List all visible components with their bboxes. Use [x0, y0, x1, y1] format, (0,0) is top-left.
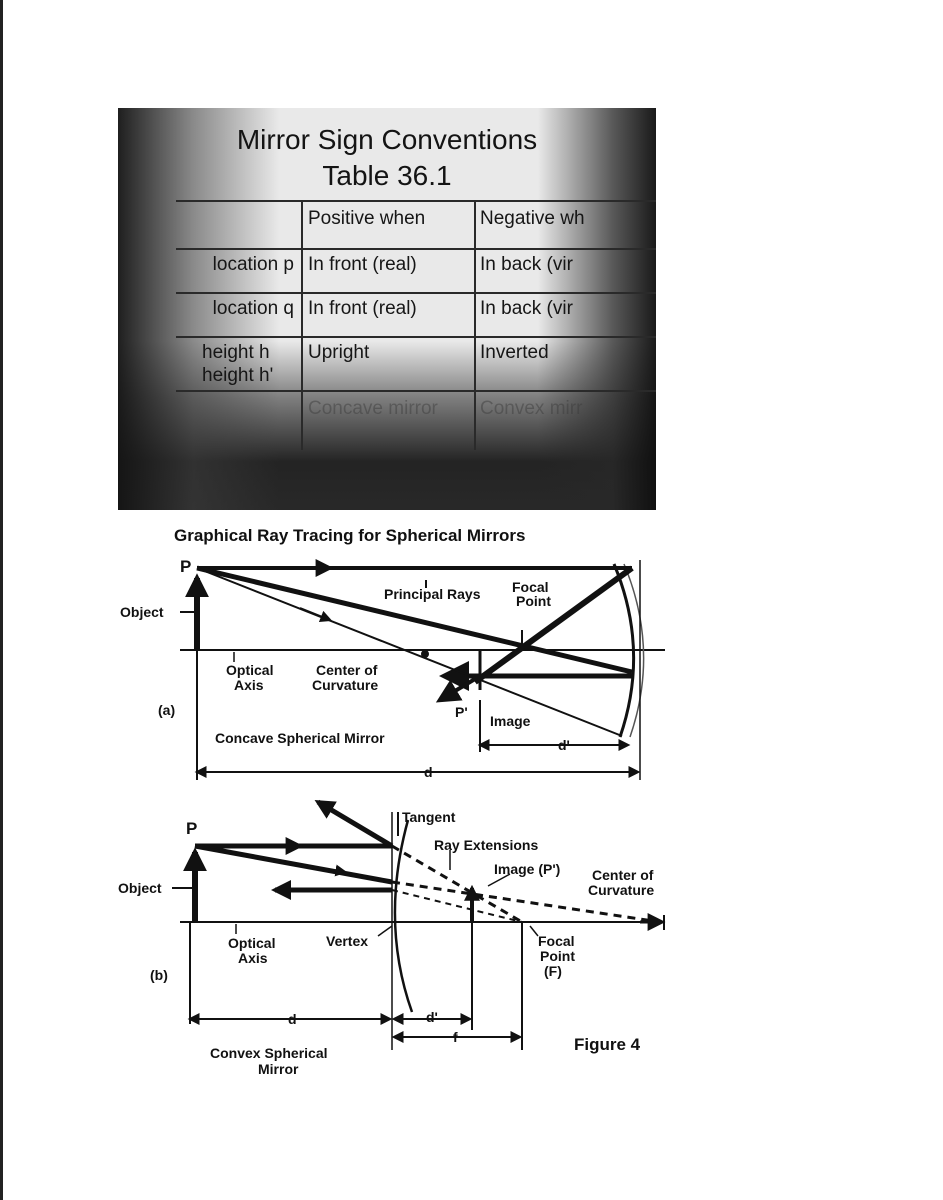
convex-label-focal-1: Focal [538, 933, 575, 949]
concave-label-focal-point-2: Point [516, 593, 551, 609]
concave-label-p: P [180, 557, 192, 576]
convex-ray-center [195, 846, 392, 882]
table-cell-focal-negative: Convex mirr [480, 398, 583, 419]
table-header-negative: Negative wh [480, 208, 585, 229]
concave-label-focal-point-1: Focal [512, 579, 549, 595]
concave-panel-label: (a) [158, 702, 176, 718]
concave-label-p-prime: P' [455, 704, 468, 720]
concave-label-d-prime: d' [558, 737, 570, 753]
concave-label-d: d [424, 764, 433, 780]
convex-label-object: Object [118, 880, 162, 896]
table-cell-height-positive: Upright [308, 342, 370, 363]
convex-label-d-prime: d' [426, 1009, 438, 1025]
concave-caption: Concave Spherical Mirror [215, 730, 385, 746]
convex-label-ray-extensions: Ray Extensions [434, 837, 539, 853]
convex-label-f: f [453, 1029, 458, 1045]
table-row-object-location: location p [212, 254, 294, 275]
table-cell-image-positive: In front (real) [308, 298, 417, 319]
convex-label-center-1: Center of [592, 867, 654, 883]
convex-label-optical-axis-2: Axis [238, 950, 268, 966]
concave-label-optical-axis-2: Axis [234, 677, 264, 693]
concave-label-center-1: Center of [316, 662, 378, 678]
convex-label-focal-3: (F) [544, 963, 562, 979]
convex-label-p: P [186, 819, 198, 838]
table-cell-object-positive: In front (real) [308, 254, 417, 275]
concave-label-principal-rays: Principal Rays [384, 586, 481, 602]
table-cell-object-negative: In back (vir [480, 254, 573, 275]
convex-ray-reflected-up [318, 802, 392, 846]
convex-label-d: d [288, 1011, 297, 1027]
table-title: Mirror Sign Conventions [236, 124, 538, 155]
concave-label-image: Image [490, 713, 531, 729]
convex-caption-2: Mirror [258, 1061, 299, 1077]
convex-panel-label: (b) [150, 967, 168, 983]
convex-label-image-p-prime: Image (P') [494, 861, 561, 877]
figure-label: Figure 4 [574, 1035, 641, 1054]
table-subtitle: Table 36.1 [322, 160, 452, 191]
table-cell-height-negative: Inverted [480, 342, 549, 363]
convex-label-center-2: Curvature [588, 882, 655, 898]
table-header-positive: Positive when [308, 208, 426, 229]
concave-label-object: Object [120, 604, 164, 620]
convex-label-focal-2: Point [540, 948, 575, 964]
convex-label-tangent: Tangent [402, 809, 456, 825]
convex-caption-1: Convex Spherical [210, 1045, 328, 1061]
convex-extension-3 [392, 890, 522, 922]
table-row-height-h-prime: height h' [202, 365, 274, 386]
table-row-height-h: height h [202, 342, 270, 363]
concave-label-center-2: Curvature [312, 677, 379, 693]
diagram-title: Graphical Ray Tracing for Spherical Mirrors [174, 526, 526, 545]
table-cell-focal-positive: Concave mirror [308, 398, 438, 419]
table-row-image-location: location q [212, 298, 294, 319]
concave-ray-focal [197, 568, 632, 672]
convex-label-vertex: Vertex [326, 933, 369, 949]
table-cell-image-negative: In back (vir [480, 298, 573, 319]
concave-label-optical-axis-1: Optical [226, 662, 274, 678]
convex-label-optical-axis-1: Optical [228, 935, 276, 951]
convex-diagram [172, 802, 665, 1050]
